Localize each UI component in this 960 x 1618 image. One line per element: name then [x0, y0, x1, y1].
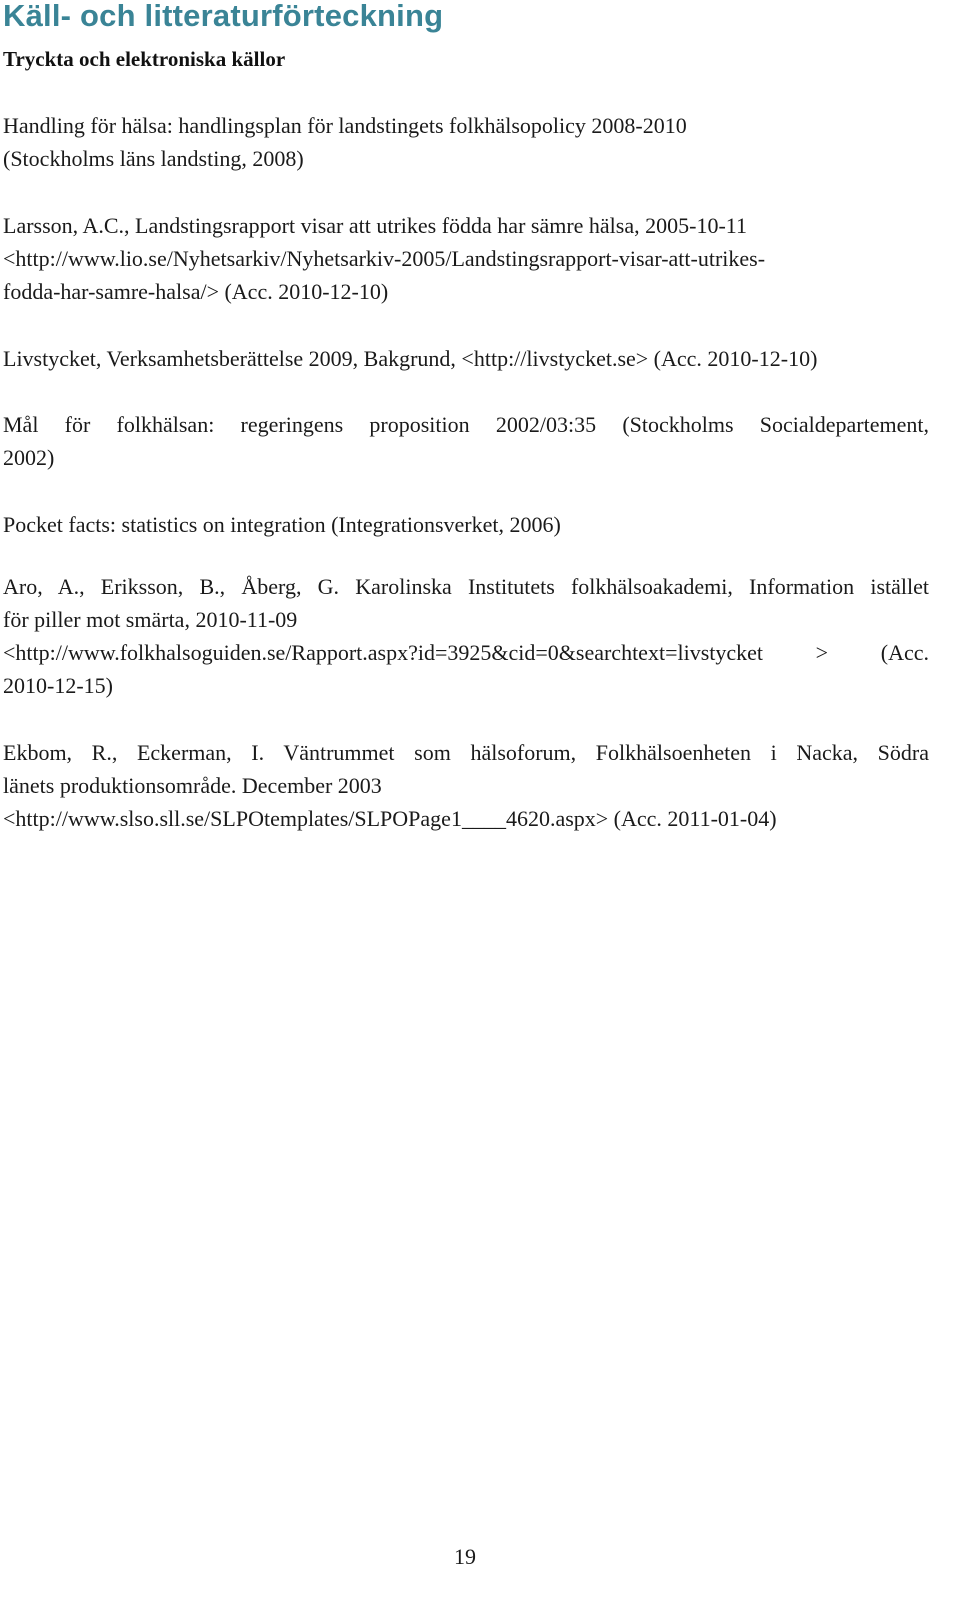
reference-line: <http://www.slso.sll.se/SLPOtemplates/SLPOPage1____4620.aspx> (Acc. 2011-01-04) [3, 806, 777, 831]
reference-line: länets produktionsområde. December 2003 [3, 773, 382, 798]
page-title: Käll- och litteraturförteckning [3, 0, 444, 33]
reference-line: 2010-12-15) [3, 673, 113, 698]
reference-entry [3, 736, 929, 835]
reference-line: <http://www.folkhalsoguiden.se/Rapport.aspx?id=3925&cid=0&searchtext=livstycket > (Acc. [3, 640, 929, 665]
reference-entry [3, 570, 929, 702]
reference-entry [3, 408, 929, 474]
reference-line: 2002) [3, 445, 55, 470]
reference-line: <http://www.lio.se/Nyhetsarkiv/Nyhetsarkiv-2005/Landstingsrapport-visar-att-utrikes- [3, 246, 766, 271]
reference-line: Ekbom, R., Eckerman, I. Väntrummet som hälsoforum, Folkhälsoenheten i Nacka, Södra [3, 740, 929, 765]
reference-entry [3, 508, 929, 541]
reference-line: fodda-har-samre-halsa/> (Acc. 2010-12-10) [3, 279, 389, 304]
reference-line: Handling för hälsa: handlingsplan för landstingets folkhälsopolicy 2008-2010 [3, 113, 687, 138]
reference-line: (Stockholms läns landsting, 2008) [3, 146, 304, 171]
reference-entry [3, 209, 929, 308]
reference-line: Aro, A., Eriksson, B., Åberg, G. Karolinska Institutets folkhälsoakademi, Information istället [3, 574, 929, 599]
reference-line: Livstycket, Verksamhetsberättelse 2009, Bakgrund, <http://livstycket.se> (Acc. 2010-12-10) [3, 346, 818, 371]
reference-line: Larsson, A.C., Landstingsrapport visar att utrikes födda har sämre hälsa, 2005-10-11 [3, 213, 747, 238]
page-number: 19 [454, 1544, 476, 1569]
reference-entry [3, 109, 929, 175]
reference-line: Pocket facts: statistics on integration (Integrationsverket, 2006) [3, 512, 561, 537]
section-heading: Tryckta och elektroniska källor [3, 47, 286, 71]
reference-line: för piller mot smärta, 2010-11-09 [3, 607, 298, 632]
reference-line: Mål för folkhälsan: regeringens proposition 2002/03:35 (Stockholms Socialdepartement, [3, 412, 929, 437]
reference-entry [3, 342, 929, 375]
